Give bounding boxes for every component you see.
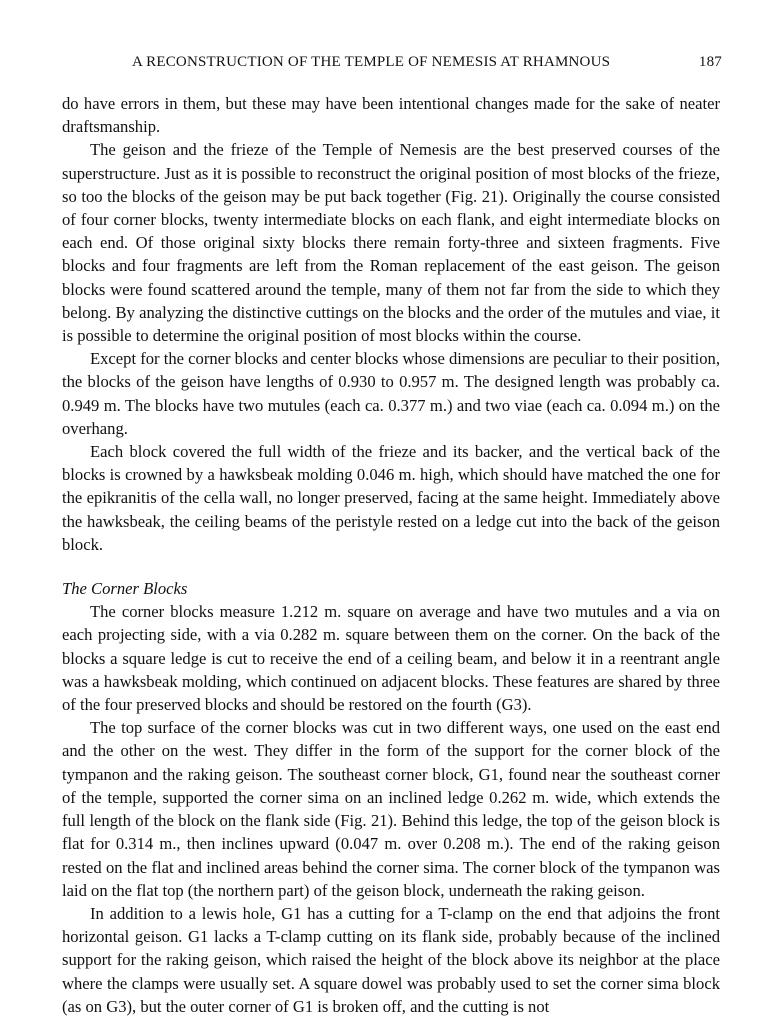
paragraph-hawksbeak: Each block covered the full width of the frieze and its backer, and the vertical back of the blocks is crowned by a hawksbeak molding 0.046 m. high, which should have matched the one for the epikranitis of the cella wall, no longer preserved, facing at the same height. Immediately above the hawksbeak, the ceiling beams of the peristyle rested on a ledge cut into the back of the geison block.: [62, 442, 720, 554]
paragraph-geison-frieze: The geison and the frieze of the Temple of Nemesis are the best preserved courses of the superstructure. Just as it is possible to reconstruct the original position of most blocks of the frieze, so too the blocks of the geison may be put back together (Fig. 21). Originally the course consisted of four corner blocks, twenty intermediate blocks on each flank, and eight intermediate blocks on each end. Of those original sixty blocks there remain forty-three and sixteen fragments. Five blocks and four fragments are left from the Roman replacement of the east geison. The geison blocks were found scattered around the temple, many of them not far from the side to which they belong. By analyzing the distinctive cuttings on the blocks and the order of the mutules and viae, it is possible to determine the original position of most blocks within the course.: [62, 140, 720, 346]
section-heading: The Corner Blocks: [62, 579, 188, 599]
paragraph-lewis-hole: In addition to a lewis hole, G1 has a cutting for a T-clamp on the end that adjoins the front horizontal geison. G1 lacks a T-clamp cutting on its flank side, probably because of the inclined support for the raking geison, which raised the height of the block above its neighbor at the place where the clamps were usually set. A square dowel was probably used to set the corner sima block (as on G3), but the outer corner of G1 is broken off, and the cutting is not: [62, 903, 720, 1016]
paragraph-block-lengths: Except for the corner blocks and center blocks whose dimensions are peculiar to their position, the blocks of the geison have lengths of 0.930 to 0.957 m. The designed length was probably ca. 0.949 m. The blocks have two mutules (each ca. 0.377 m.) and two viae (each ca. 0.094 m.) on the overhang.: [62, 349, 720, 438]
page-number: 187: [698, 54, 722, 70]
paragraph-top-surface: The top surface of the corner blocks was cut in two different ways, one used on the east end and the other on the west. They differ in the form of the support for the corner block of the tympanon and the raking geison. The southeast corner block, G1, found near the southeast corner of the temple, supported the corner sima on an inclined ledge 0.262 m. wide, which extends the full length of the block on the flank side (Fig. 21). Behind this ledge, the top of the geison block is flat for 0.314 m., then inclines upward (0.047 m. over 0.208 m.). The end of the raking geison rested on the flat and inclined areas behind the corner sima. The corner block of the tympanon was laid on the flat top (the northern part) of the geison block, underneath the raking geison.: [62, 718, 720, 900]
body-text: [62, 92, 720, 1018]
running-title: A RECONSTRUCTION OF THE TEMPLE OF NEMESIS AT RHAMNOUS: [132, 54, 611, 70]
page-header: [62, 54, 722, 78]
paragraph-continuation: do have errors in them, but these may have been intentional changes made for the sake of neater draftsmanship.: [62, 94, 720, 137]
paragraph-corner-dimensions: The corner blocks measure 1.212 m. square on average and have two mutules and a via on each projecting side, with a via 0.282 m. square between them on the corner. On the back of the blocks a square ledge is cut to receive the end of a ceiling beam, and below it in a reentrant angle was a hawksbeak molding, which continued on adjacent blocks. These features are shared by three of the four preserved blocks and should be restored on the fourth (G3).: [62, 602, 720, 715]
